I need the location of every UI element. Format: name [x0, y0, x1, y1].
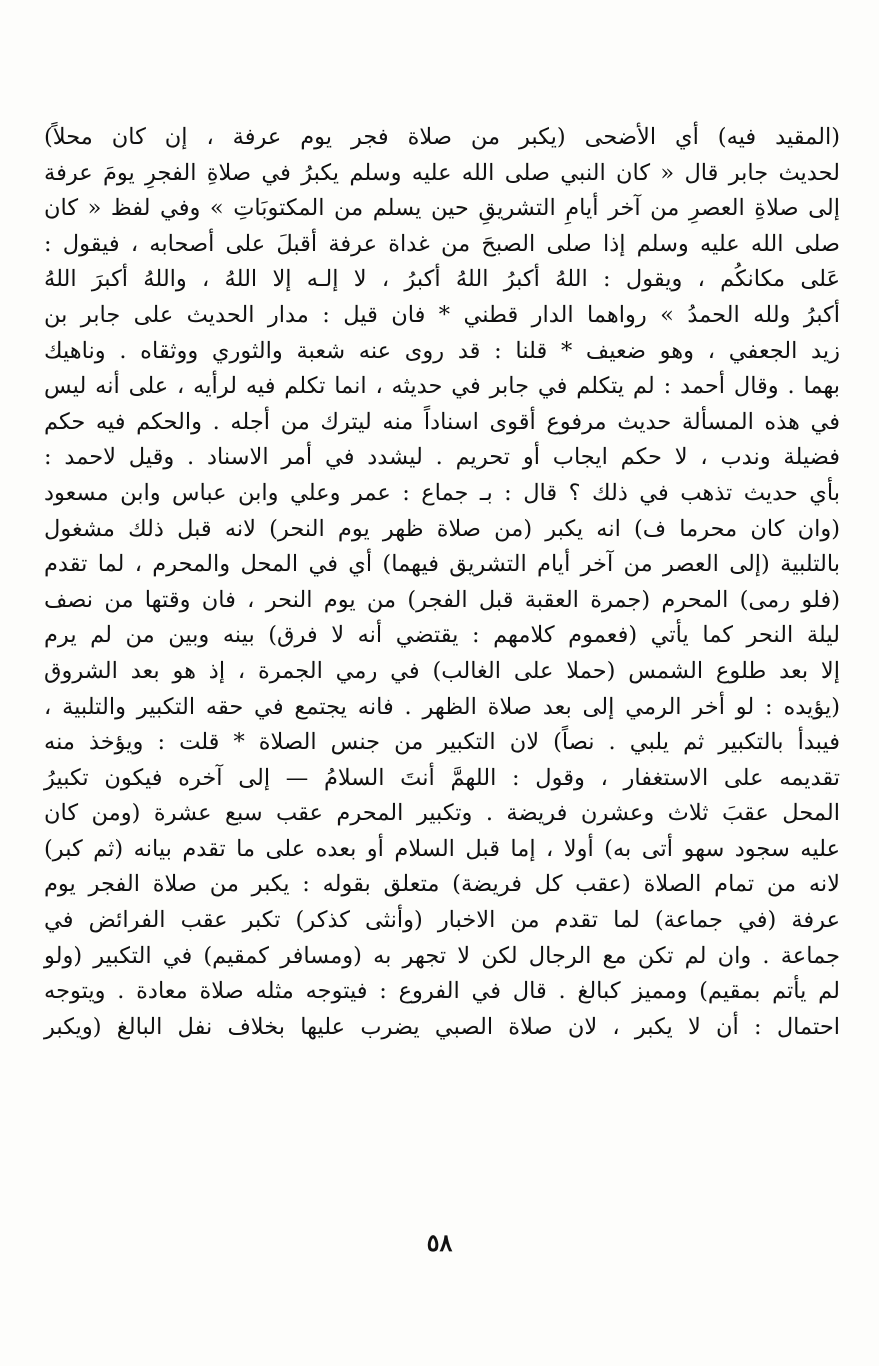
- text-line: عَلى مكانكُم ، ويقول : اللهُ أكبرُ اللهُ أكبرُ ، لا إلـه إلا اللهُ ، واللهُ أكبرَ اللهُ: [44, 266, 840, 293]
- page-number: ٥٨: [426, 1228, 453, 1257]
- text-line: بأي حديث تذهب في ذلك ؟ قال : بـ جماع : عمر وعلي وابن عباس وابن مسعود: [44, 479, 840, 506]
- text-line: في هذه المسألة حديث مرفوع أقوى اسناداً منه ليترك من أجله . والحكم فيه حكم: [44, 408, 840, 435]
- text-line: جماعة . وان لم تكن مع الرجال لكن لا تجهر به (ومسافر كمقيم) في التكبير (ولو: [44, 942, 840, 969]
- text-line: ليلة النحر كما يأتي (فعموم كلامهم : يقتضي أنه لا فرق) بينه وبين من لم يرم: [44, 622, 840, 649]
- text-line: عرفة (في جماعة) لما تقدم من الاخبار (وأنثى كذكر) تكبر عقب الفرائض في: [44, 907, 840, 934]
- text-line: فيبدأ بالتكبير ثم يلبي . نصاً) لان التكبير من جنس الصلاة * قلت : ويؤخذ منه: [44, 729, 840, 756]
- text-line: (وان كان محرما ف) انه يكبر (من صلاة ظهر يوم النحر) لانه قبل ذلك مشغول: [44, 515, 840, 542]
- text-line: إلى صلاةِ العصرِ من آخر أيامِ التشريقِ حين يسلم من المكتوبَاتِ » وفي لفظ « كان: [44, 195, 840, 222]
- text-line: صلى الله عليه وسلم إذا صلى الصبحَ من غداة عرفة أقبلَ على أصحابه ، فيقول :: [44, 230, 840, 257]
- text-line: عليه سجود سهو أتى به) أولا ، إما قبل السلام أو بعده على ما تقدم بيانه (ثم كبر): [44, 835, 840, 862]
- body-text: [44, 120, 840, 1045]
- text-line: تقديمه على الاستغفار ، وقول : اللهمَّ أنتَ السلامُ — إلى آخره فيكون تكبيرُ: [44, 764, 840, 791]
- text-line: (المقيد فيه) أي الأضحى (يكبر من صلاة فجر يوم عرفة ، إن كان محلاً): [44, 124, 840, 150]
- text-line: إلا بعد طلوع الشمس (حملا على الغالب) في رمي الجمرة ، إذ هو بعد الشروق: [44, 657, 840, 684]
- text-line: لانه من تمام الصلاة (عقب كل فريضة) متعلق بقوله : يكبر من صلاة الفجر يوم: [44, 871, 840, 898]
- text-line: (فلو رمى) المحرم (جمرة العقبة قبل الفجر) من يوم النحر ، فان وقتها من نصف: [44, 586, 840, 613]
- text-line: أكبرُ ولله الحمدُ » رواهما الدار قطني * فان قيل : مدار الحديث على جابر بن: [44, 301, 840, 328]
- text-line: فضيلة وندب ، لا حكم ايجاب أو تحريم . ليشدد في أمر الاسناد . وقيل لاحمد :: [44, 444, 840, 471]
- text-line: احتمال : أن لا يكبر ، لان صلاة الصبي يضرب عليها بخلاف نفل البالغ (ويكبر: [44, 1013, 840, 1040]
- text-line: لحديث جابر قال « كان النبي صلى الله عليه وسلم يكبرُ في صلاةِ الفجرِ يومَ عرفة: [44, 159, 840, 186]
- text-line: (يؤيده : لو أخر الرمي إلى بعد صلاة الظهر . فانه يجتمع في حقه التكبير والتلبية ،: [44, 693, 840, 720]
- text-line: بهما . وقال أحمد : لم يتكلم في جابر في حديثه ، انما تكلم فيه لرأيه ، على أنه ليس: [44, 373, 840, 400]
- text-line: المحل عقبَ ثلاث وعشرن فريضة . وتكبير المحرم عقب سبع عشرة (ومن كان: [44, 800, 840, 827]
- text-line: لم يأتم بمقيم) ومميز كبالغ . قال في الفروع : فيتوجه مثله صلاة معادة . ويتوجه: [44, 978, 840, 1005]
- text-line: بالتلبية (إلى العصر من آخر أيام التشريق فيهما) أي في المحل والمحرم ، لما تقدم: [44, 551, 840, 578]
- text-line: زيد الجعفي ، وهو ضعيف * قلنا : قد روى عنه شعبة والثوري ووثقاه . وناهيك: [44, 337, 840, 364]
